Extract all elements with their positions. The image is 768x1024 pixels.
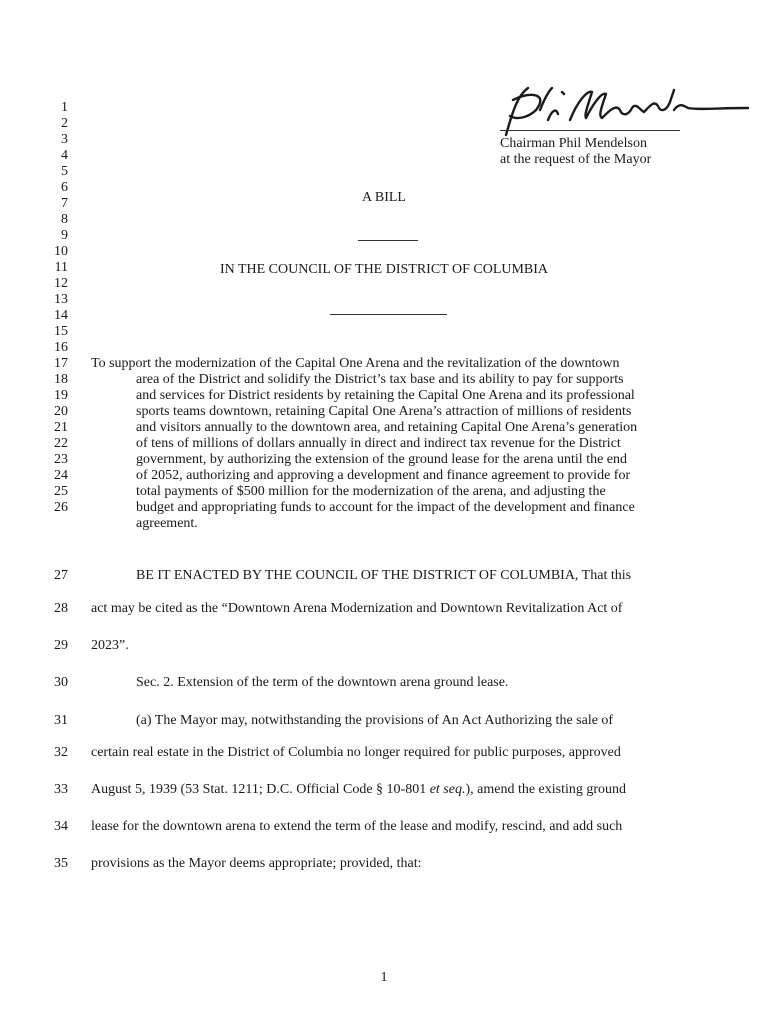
line-number: 10: [54, 244, 68, 259]
bill-title-line: To support the modernization of the Capital One Arena and the revitalization of the downtown: [91, 356, 620, 371]
line-number: 17: [54, 356, 68, 371]
page-number: 1: [380, 970, 388, 985]
line-number: 26: [54, 500, 68, 515]
line-number: 1: [61, 100, 68, 115]
line-number: 21: [54, 420, 68, 435]
line-number: 12: [54, 276, 68, 291]
bill-title-line: government, by authorizing the extension of the ground lease for the arena until the end: [136, 452, 628, 467]
line-number: 7: [61, 196, 68, 211]
et-seq: et seq.: [429, 782, 466, 797]
line-number: 13: [54, 292, 68, 307]
line-number: 16: [54, 340, 68, 355]
enacting-clause: BE IT ENACTED BY THE COUNCIL OF THE DISTRICT OF COLUMBIA, That this: [136, 568, 632, 583]
line-number: 20: [54, 404, 68, 419]
line-number: 33: [54, 782, 68, 797]
line-number: 32: [54, 745, 68, 760]
paragraph-a-line-4: lease for the downtown arena to extend the term of the lease and modify, rescind, and add such: [91, 819, 623, 834]
signature-line: [500, 130, 680, 131]
bill-title-line: agreement.: [136, 516, 198, 531]
line-number: 25: [54, 484, 68, 499]
short-title-year: 2023”.: [91, 638, 129, 653]
bill-title-line: sports teams downtown, retaining Capital One Arena’s attraction of millions of residents: [136, 404, 632, 419]
short-title-line: act may be cited as the “Downtown Arena Modernization and Downtown Revitalization Act of: [91, 601, 623, 616]
line-number: 18: [54, 372, 68, 387]
paragraph-a-line-5: provisions as the Mayor deems appropriate; provided, that:: [91, 856, 422, 871]
section-heading: Sec. 2. Extension of the term of the downtown arena ground lease.: [136, 675, 509, 690]
line-number: 29: [54, 638, 68, 653]
bill-label: A BILL: [362, 190, 406, 205]
line-number: 22: [54, 436, 68, 451]
line-number: 31: [54, 713, 68, 728]
bill-title-line: total payments of $500 million for the modernization of the arena, and adjusting the: [136, 484, 606, 499]
line-number: 8: [61, 212, 68, 227]
line-number: 9: [61, 228, 68, 243]
bill-title-line: area of the District and solidify the District’s tax base and its ability to pay for supports: [136, 372, 624, 387]
line-number: 27: [54, 568, 68, 583]
line-number: 11: [54, 260, 68, 275]
line-number: 19: [54, 388, 68, 403]
title-rule: [330, 314, 447, 315]
line-number: 3: [61, 132, 68, 147]
line-number: 4: [61, 148, 68, 163]
council-heading: IN THE COUNCIL OF THE DISTRICT OF COLUMBIA: [219, 262, 549, 277]
paragraph-a-line-1: (a) The Mayor may, notwithstanding the provisions of An Act Authorizing the sale of: [136, 713, 614, 728]
line-number: 14: [54, 308, 68, 323]
bill-title-line: budget and appropriating funds to account for the impact of the development and finance: [136, 500, 635, 515]
line-number: 6: [61, 180, 68, 195]
line-number: 28: [54, 601, 68, 616]
signer-subtitle: at the request of the Mayor: [500, 152, 652, 167]
handwritten-signature: [478, 80, 768, 140]
paragraph-a-line-2: certain real estate in the District of Columbia no longer required for public purposes, approved: [91, 745, 621, 760]
bill-title-line: and visitors annually to the downtown area, and retaining Capital One Arena’s generation: [136, 420, 638, 435]
line-number: 34: [54, 819, 68, 834]
bill-title-line: and services for District residents by retaining the Capital One Arena and its professional: [136, 388, 635, 403]
paragraph-a-line-3: August 5, 1939 (53 Stat. 1211; D.C. Official Code § 10-801 et seq.), amend the existing ground: [91, 782, 627, 797]
line-number: 2: [61, 116, 68, 131]
signer-name: Chairman Phil Mendelson: [500, 136, 647, 151]
line-number: 23: [54, 452, 68, 467]
bill-title-line: of 2052, authorizing and approving a development and finance agreement to provide for: [136, 468, 631, 483]
line-number: 5: [61, 164, 68, 179]
line-number: 35: [54, 856, 68, 871]
signature-block: [478, 80, 768, 140]
bill-title-line: of tens of millions of dollars annually in direct and indirect tax revenue for the District: [136, 436, 621, 451]
line-number: 30: [54, 675, 68, 690]
short-rule: [358, 240, 418, 241]
line-number: 15: [54, 324, 68, 339]
line-number: 24: [54, 468, 68, 483]
